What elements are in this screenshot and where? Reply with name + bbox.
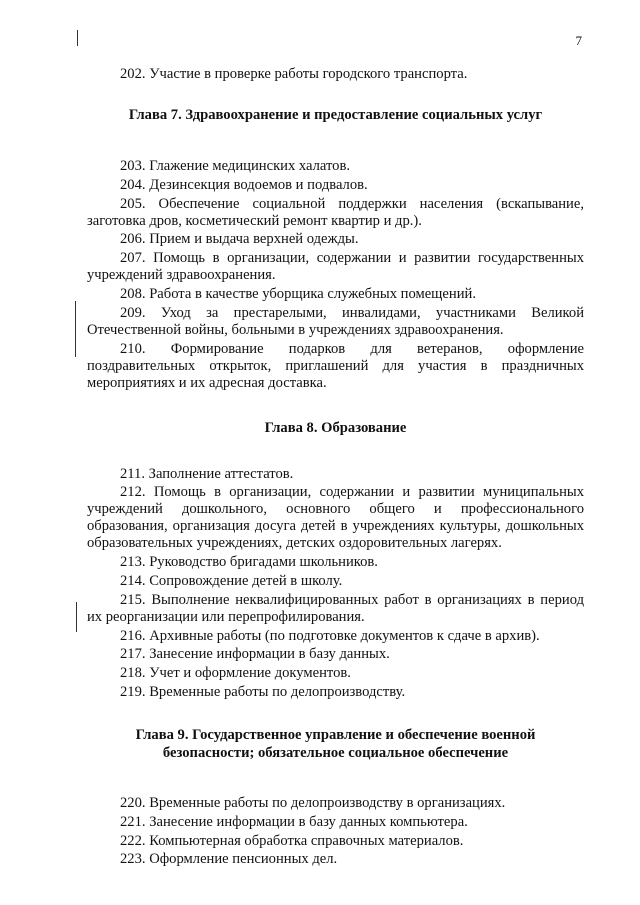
list-item: 206. Прием и выдача верхней одежды. — [120, 231, 359, 248]
list-item: 211. Заполнение аттестатов. — [120, 465, 294, 482]
chapter-heading: Глава 8. Образование — [264, 419, 407, 436]
list-item: 217. Занесение информации в базу данных. — [120, 646, 390, 663]
list-item: 221. Занесение информации в базу данных компьютера. — [120, 813, 468, 830]
document-body — [87, 66, 584, 870]
list-item: 219. Временные работы по делопроизводству. — [120, 683, 406, 700]
list-item: 209. Уход за престарелыми, инвалидами, участниками Великой Отечественной войны, больными в учреждениях здравоохранения. — [87, 304, 584, 338]
list-item: 223. Оформление пенсионных дел. — [120, 851, 338, 868]
list-item: 208. Работа в качестве уборщика служебных помещений. — [120, 285, 476, 302]
list-item: 204. Дезинсекция водоемов и подвалов. — [120, 176, 368, 193]
scan-artifact-line — [76, 602, 77, 632]
scan-artifact-line — [77, 30, 78, 46]
list-item: 215. Выполнение неквалифицированных работ в организациях в период их реорганизации или перепрофилирования. — [87, 591, 584, 625]
list-item: 216. Архивные работы (по подготовке документов к сдаче в архив). — [120, 627, 540, 644]
list-item: 213. Руководство бригадами школьников. — [120, 554, 378, 571]
list-item: 207. Помощь в организации, содержании и развитии государственных учреждений здравоохранения. — [87, 250, 584, 284]
list-item: 222. Компьютерная обработка справочных материалов. — [120, 832, 464, 849]
list-item: 218. Учет и оформление документов. — [120, 665, 351, 682]
list-item: 203. Глажение медицинских халатов. — [120, 158, 351, 174]
scan-artifact-line — [75, 301, 76, 357]
list-item: 202. Участие в проверке работы городского транспорта. — [120, 66, 468, 82]
list-item: 210. Формирование подарков для ветеранов, оформление поздравительных открыток, приглашений для участия в праздничных мероприятиях и их адресная доставка. — [87, 340, 584, 391]
page-number: 7 — [575, 33, 582, 48]
chapter-heading: Глава 9. Государственное управление и обеспечение военной безопасности; обязательное социальное обеспечение — [135, 726, 536, 761]
chapter-heading: Глава 7. Здравоохранение и предоставление социальных услуг — [128, 107, 543, 123]
list-item: 220. Временные работы по делопроизводству в организациях. — [120, 794, 506, 811]
list-item: 212. Помощь в организации, содержании и развитии муниципальных учреждений дошкольного, основного общего и профессионального образования, организация досуга детей в учреждениях культуры, дошкольных образовательных учреждениях, детских оздоровительных лагерях. — [87, 484, 584, 552]
list-item: 205. Обеспечение социальной поддержки населения (вскапывание, заготовка дров, косметический ремонт квартир и др.). — [87, 195, 584, 229]
list-item: 214. Сопровождение детей в школу. — [120, 572, 343, 589]
